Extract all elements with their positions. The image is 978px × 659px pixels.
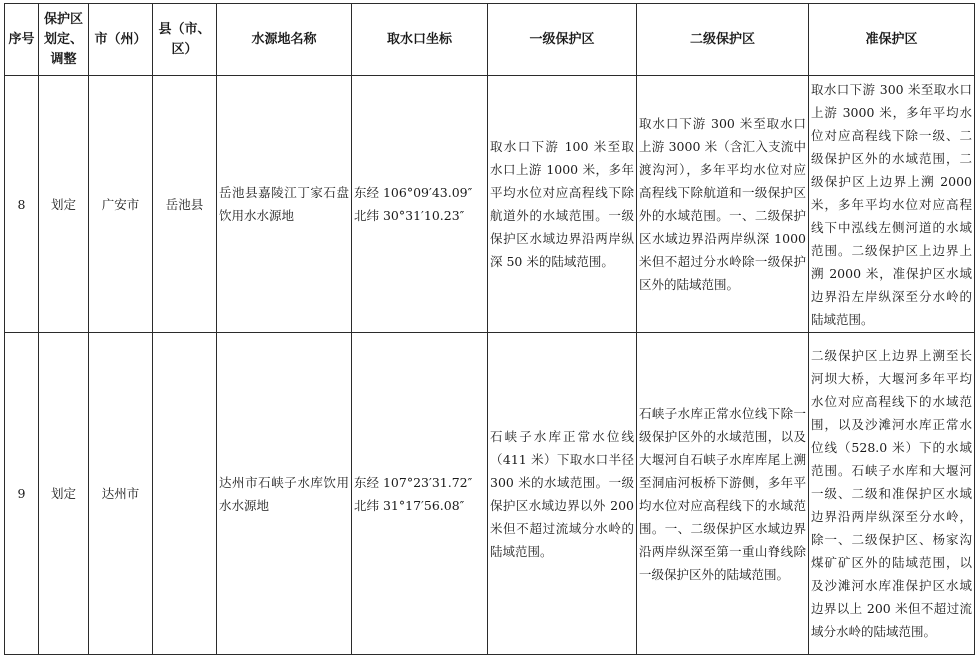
- header-county: 县（市、区）: [153, 4, 217, 76]
- header-city: 市（州）: [89, 4, 153, 76]
- cell-county: [153, 333, 217, 655]
- cell-zone2: 取水口下游 300 米至取水口上游 3000 米（含汇入支流中渡沟河），多年平均水位对应高程线下除航道和一级保护区外的水域范围。一、二级保护区水域边界沿两岸纵深 1000 米但不超过分水岭除一级保护区外的陆域范围。: [637, 76, 809, 333]
- cell-index: 8: [5, 76, 39, 333]
- header-intake-coords: 取水口坐标: [352, 4, 488, 76]
- coord-latitude: 北纬 30°31′10.23″: [354, 208, 465, 223]
- protection-zone-table: [4, 3, 975, 655]
- table-row: [5, 333, 975, 655]
- header-action: 保护区划定、调整: [39, 4, 89, 76]
- cell-source-name: 达州市石峡子水库饮用水水源地: [217, 333, 352, 655]
- header-row: [5, 4, 975, 76]
- cell-index: 9: [5, 333, 39, 655]
- coord-longitude: 东经 106°09′43.09″: [354, 185, 473, 200]
- cell-zone1: 石峡子水库正常水位线（411 米）下取水口半径 300 米的水域范围。一级保护区水域边界以外 200 米但不超过流域分水岭的陆域范围。: [488, 333, 637, 655]
- coord-latitude: 北纬 31°17′56.08″: [354, 497, 465, 513]
- cell-zone2: 石峡子水库正常水位线下除一级保护区外的水域范围，以及大堰河自石峡子水库库尾上溯至洞庙河板桥下游侧，多年平均水位对应高程线下的水域范围。一、二级保护区水域边界沿两岸纵深至第一重山脊线除一级保护区外的陆域范围。: [637, 333, 809, 655]
- cell-quasi-zone: 取水口下游 300 米至取水口上游 3000 米，多年平均水位对应高程线下除一级、二级保护区外的水域范围，二级保护区上边界上溯 2000 米，多年平均水位对应高程线下中泓线左侧河道的水域范围。二级保护区上边界上溯 2000 米，准保护区水域边界沿左岸纵深至分水岭的陆域范围。: [809, 76, 975, 333]
- cell-coords: [352, 76, 488, 333]
- cell-source-name: 岳池县嘉陵江丁家石盘饮用水水源地: [217, 76, 352, 333]
- cell-action: 划定: [39, 333, 89, 655]
- table-row: [5, 76, 975, 333]
- header-zone2: 二级保护区: [637, 4, 809, 76]
- coord-longitude: 东经 107°23′31.72″: [354, 474, 473, 490]
- cell-action: 划定: [39, 76, 89, 333]
- header-index: 序号: [5, 4, 39, 76]
- cell-county: 岳池县: [153, 76, 217, 333]
- header-quasi-zone: 准保护区: [809, 4, 975, 76]
- cell-zone1: 取水口下游 100 米至取水口上游 1000 米，多年平均水位对应高程线下除航道外的水域范围。一级保护区水域边界沿两岸纵深 50 米的陆域范围。: [488, 76, 637, 333]
- cell-city: 广安市: [89, 76, 153, 333]
- header-zone1: 一级保护区: [488, 4, 637, 76]
- header-source-name: 水源地名称: [217, 4, 352, 76]
- cell-city: 达州市: [89, 333, 153, 655]
- cell-quasi-zone: 二级保护区上边界上溯至长河坝大桥，大堰河多年平均水位对应高程线下的水域范围，以及沙滩河水库正常水位线（528.0 米）下的水域范围。石峡子水库和大堰河一级、二级和准保护区水域边界沿两岸纵深至分水岭，除一、二级保护区、杨家沟煤矿矿区外的陆域范围，以及沙滩河水库准保护区水域边界以上 200 米但不超过流域分水岭的陆域范围。: [809, 333, 975, 655]
- cell-coords: [352, 333, 488, 655]
